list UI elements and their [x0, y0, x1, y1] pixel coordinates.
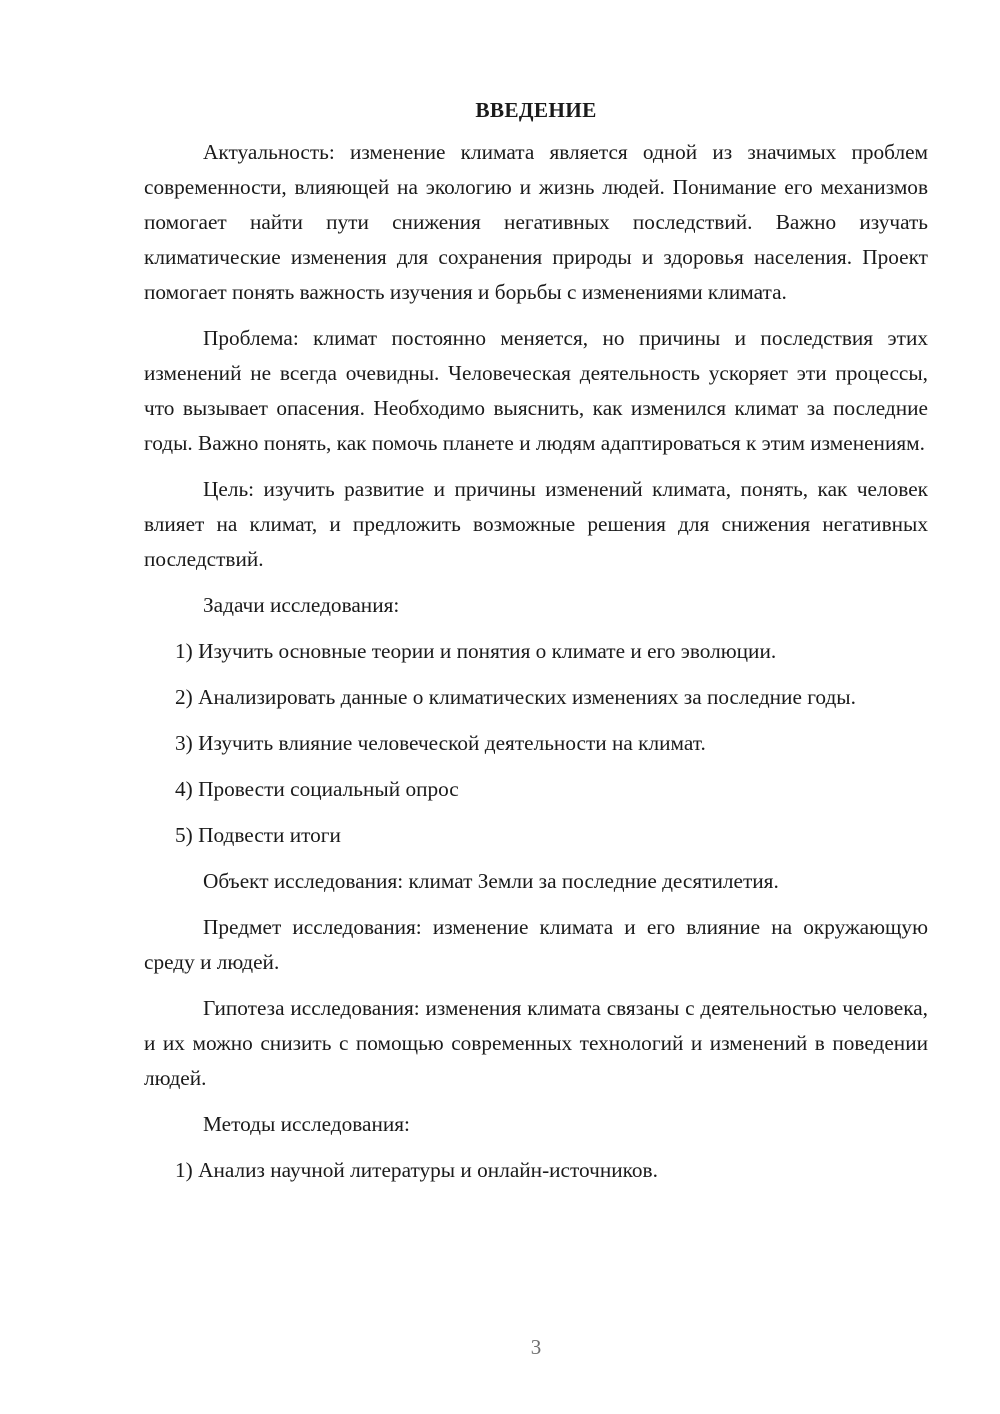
paragraph-object: Объект исследования: климат Земли за последние десятилетия. — [203, 869, 779, 893]
paragraph-hypothesis: Гипотеза исследования: изменения климата связаны с деятельностью человека, и их можно снизить с помощью современных технологий и изменений в поведении людей. — [144, 996, 928, 1090]
task-item-1: 1) Изучить основные теории и понятия о климате и его эволюции. — [175, 639, 777, 663]
paragraph-tasks-label: Задачи исследования: — [203, 593, 400, 617]
section-heading: ВВЕДЕНИЕ — [475, 98, 597, 122]
method-item-1: 1) Анализ научной литературы и онлайн-источников. — [175, 1158, 658, 1182]
task-item-4: 4) Провести социальный опрос — [175, 777, 459, 801]
page-content — [144, 92, 928, 1199]
task-item-5: 5) Подвести итоги — [175, 823, 341, 847]
paragraph-relevance: Актуальность: изменение климата является одной из значимых проблем современности, влияющей на экологию и жизнь людей. Понимание его механизмов помогает найти пути снижения негативных последствий. Важно изучать климатические изменения для сохранения природы и здоровья населения. Проект помогает понять важность изучения и борьбы с изменениями климата. — [144, 140, 928, 304]
task-item-3: 3) Изучить влияние человеческой деятельности на климат. — [175, 731, 706, 755]
task-item-2: 2) Анализировать данные о климатических изменениях за последние годы. — [175, 685, 856, 709]
paragraph-subject: Предмет исследования: изменение климата и его влияние на окружающую среду и людей. — [144, 915, 928, 974]
paragraph-methods-label: Методы исследования: — [203, 1112, 410, 1136]
paragraph-goal: Цель: изучить развитие и причины изменений климата, понять, как человек влияет на климат, и предложить возможные решения для снижения негативных последствий. — [144, 477, 928, 571]
paragraph-problem: Проблема: климат постоянно меняется, но причины и последствия этих изменений не всегда очевидны. Человеческая деятельность ускоряет эти процессы, что вызывает опасения. Необходимо выяснить, как изменился климат за последние годы. Важно понять, как помочь планете и людям адаптироваться к этим изменениям. — [144, 326, 928, 455]
page-number: 3 — [530, 1335, 542, 1359]
